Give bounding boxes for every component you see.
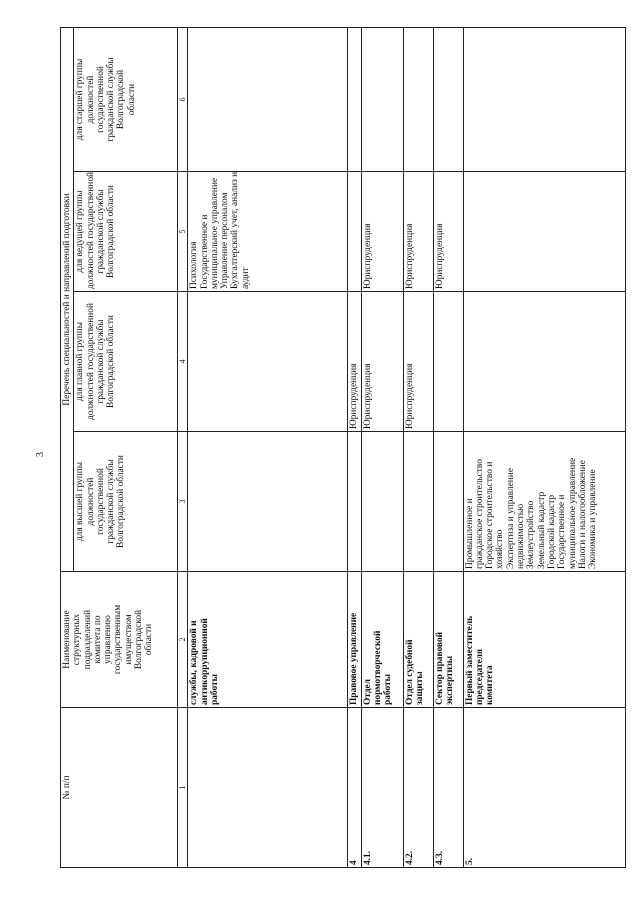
table-row [361, 27, 403, 867]
row-c3: Промышленное и гражданское строительство Городское строительство и хозяйство Экспертиза и управление недвижимостью Землеустройство Земельный кадастр Городской кадастр Государственное и муниципальное управление Налоги и налогообложение Экономика и управление [463, 432, 625, 572]
col-number: 1 [178, 708, 188, 868]
col-number: 5 [178, 172, 188, 292]
row-num: 4 [348, 708, 361, 868]
row-c6 [361, 27, 403, 171]
row-c3 [361, 432, 403, 572]
col-number: 3 [178, 432, 188, 572]
row-c5 [348, 172, 361, 292]
row-c6 [348, 27, 361, 171]
row-c5: Юриспруденция [403, 172, 433, 292]
row-c4 [463, 292, 625, 432]
row-c3 [403, 432, 433, 572]
header-num: № п/п [61, 708, 178, 868]
row-name: Отдел судебной защиты [403, 572, 433, 708]
row-name: Первый заместитель председателя комитета [463, 572, 625, 708]
row-c4: Юриспруденция [403, 292, 433, 432]
row-name: Отдел нормотворческой работы [361, 572, 403, 708]
row-c3 [348, 432, 361, 572]
col-number: 4 [178, 292, 188, 432]
row-c6 [188, 27, 348, 171]
row-c4 [188, 292, 348, 432]
header-higher-group: для высшей группы должностей государственной гражданской службы Волгоградской области [74, 432, 178, 572]
row-c6 [433, 27, 463, 171]
header-group: Перечень специальностей и направлений подготовки [61, 27, 74, 571]
row-name: службы, кадровой и антикоррупционной работы [188, 572, 348, 708]
row-c5: Юриспруденция [433, 172, 463, 292]
specialties-table [60, 27, 626, 868]
header-leading-group: для ведущей группы должностей государственной гражданской службы Волгоградской области [74, 172, 178, 292]
row-num: 5. [463, 708, 625, 868]
row-c4 [433, 292, 463, 432]
table-row [463, 27, 625, 867]
table-row [433, 27, 463, 867]
row-num: 4.1. [361, 708, 403, 868]
row-c5: Психология Государственное и муниципальное управление Управление персоналом Бухгалтерский учет, анализ и аудит [188, 172, 348, 292]
row-c6 [403, 27, 433, 171]
row-c3 [188, 432, 348, 572]
row-c5: Юриспруденция [361, 172, 403, 292]
row-c3 [433, 432, 463, 572]
table-row [348, 27, 361, 867]
row-num: 4.3. [433, 708, 463, 868]
header-senior-group: для старшей группы должностей государственной гражданской службы Волгоградской области [74, 27, 178, 171]
row-c6 [463, 27, 625, 171]
row-c5 [463, 172, 625, 292]
header-name: Наименование структурных подразделений комитета по управлению государственным имуществом Волгоградской области [61, 572, 178, 708]
column-numbers-row [178, 27, 188, 867]
rotated-table-page [60, 28, 626, 868]
header-main-group: для главной группы должностей государственной гражданской службы Волгоградской области [74, 292, 178, 432]
col-number: 6 [178, 27, 188, 171]
col-number: 2 [178, 572, 188, 708]
page-number: 3 [35, 452, 46, 457]
row-c4: Юриспруденция [348, 292, 361, 432]
row-c4: Юриспруденция [361, 292, 403, 432]
table-row [403, 27, 433, 867]
table-row [188, 27, 348, 867]
row-name: Сектор правовой экспертизы [433, 572, 463, 708]
group-header-row [61, 27, 74, 867]
row-num [188, 708, 348, 868]
row-name: Правовое управление [348, 572, 361, 708]
row-num: 4.2. [403, 708, 433, 868]
